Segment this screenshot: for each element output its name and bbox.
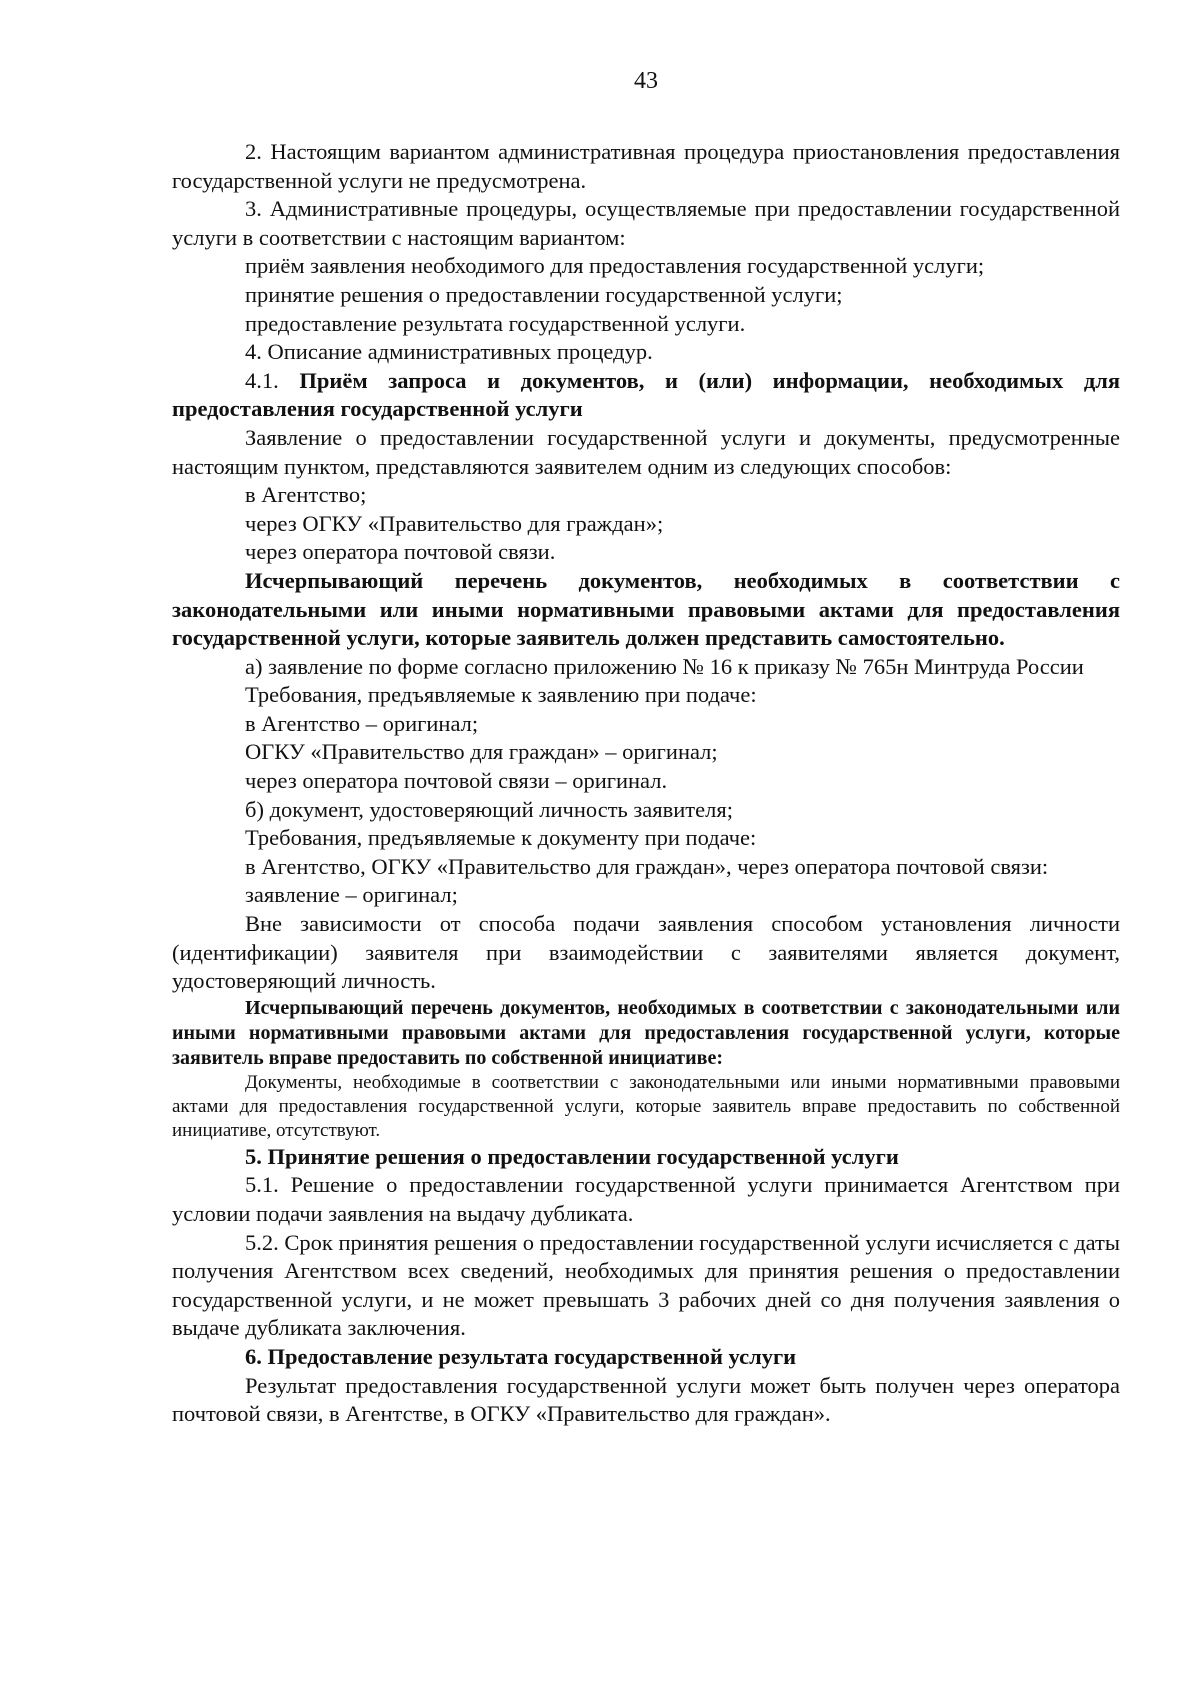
paragraph-4: 4. Описание административных процедур. (245, 339, 653, 365)
list-item: в Агентство; (245, 482, 367, 508)
paragraph-optional-documents: Документы, необходимые в соответствии с законодательными или иными нормативными правовыми актами для предоставления государственной услуги, которые заявитель вправе предоставить по собственной инициативе, отсутствуют. (172, 1071, 1120, 1141)
paragraph-requirements: Требования, предъявляемые к заявлению при подаче: (245, 682, 757, 708)
optional-documents-heading: Исчерпывающий перечень документов, необходимых в соответствии с законодательными или иными нормативными правовыми актами для предоставления государственной услуги, которые заявитель вправе предоставить по собственной инициативе: (172, 996, 1120, 1069)
section-4-1-title: Приём запроса и документов, и (или) информации, необходимых для предоставления государственной услуги (172, 367, 1120, 422)
paragraph-6-result: Результат предоставления государственной услуги может быть получен через оператора почтовой связи, в Агентстве, в ОГКУ «Правительство для граждан». (172, 1372, 1120, 1427)
paragraph-identification: Вне зависимости от способа подачи заявления способом установления личности (идентификации) заявителя при взаимодействии с заявителями является документ, удостоверяющий личность. (172, 911, 1120, 994)
paragraph-application-methods: Заявление о предоставлении государственной услуги и документы, предусмотренные настоящим пунктом, представляются заявителем одним из следующих способов: (172, 424, 1120, 479)
required-documents-heading: Исчерпывающий перечень документов, необходимых в соответствии с законодательными или иными нормативными правовыми актами для предоставления государственной услуги, которые заявитель должен представить самостоятельно. (172, 567, 1120, 651)
section-5-heading: 5. Принятие решения о предоставлении государственной услуги (245, 1143, 899, 1169)
list-item: через ОГКУ «Правительство для граждан»; (245, 510, 664, 536)
paragraph-5-2: 5.2. Срок принятия решения о предоставлении государственной услуги исчисляется с даты получения Агентством всех сведений, необходимых для принятия решения о предоставлении государственной услуги, и не может превышать 3 рабочих дней со дня получения заявления о выдаче дубликата заключения. (172, 1229, 1120, 1341)
document-body (172, 138, 1120, 1429)
list-item: через оператора почтовой связи – оригинал. (245, 768, 668, 794)
list-item: в Агентство – оригинал; (245, 710, 479, 736)
list-item: принятие решения о предоставлении государственной услуги; (245, 281, 843, 307)
paragraph-requirements: Требования, предъявляемые к документу при подаче: (245, 825, 757, 851)
list-item: через оператора почтовой связи. (245, 539, 556, 565)
list-item: ОГКУ «Правительство для граждан» – оригинал; (245, 739, 718, 765)
paragraph-identity-document: б) документ, удостоверяющий личность заявителя; (245, 796, 733, 822)
list-item: заявление – оригинал; (245, 882, 458, 908)
page-number: 43 (634, 68, 658, 94)
section-4-1-heading (172, 367, 1120, 424)
section-4-1-number: 4.1. (245, 367, 279, 393)
list-item: приём заявления необходимого для предоставления государственной услуги; (245, 253, 985, 279)
paragraph-application-form: а) заявление по форме согласно приложению № 16 к приказу № 765н Минтруда России (245, 653, 1084, 679)
list-item: предоставление результата государственной услуги. (245, 310, 746, 336)
paragraph-2: 2. Настоящим вариантом административная процедура приостановления предоставления государственной услуги не предусмотрена. (172, 139, 1120, 193)
section-6-heading: 6. Предоставление результата государственной услуги (245, 1343, 797, 1369)
paragraph-3: 3. Административные процедуры, осуществляемые при предоставлении государственной услуги в соответствии с настоящим вариантом: (172, 196, 1120, 250)
paragraph-5-1: 5.1. Решение о предоставлении государственной услуги принимается Агентством при условии подачи заявления на выдачу дубликата. (172, 1172, 1120, 1226)
list-item: в Агентство, ОГКУ «Правительство для граждан», через оператора почтовой связи: (245, 853, 1049, 879)
